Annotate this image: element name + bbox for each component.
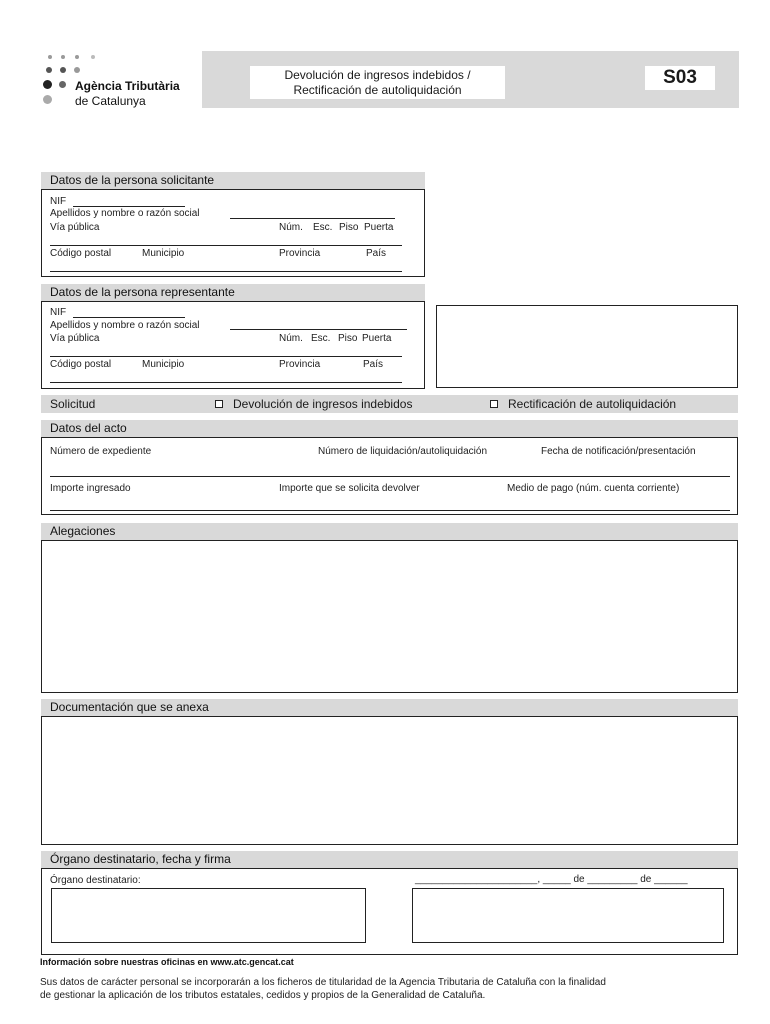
solicitud-option2-checkbox[interactable]: [490, 400, 498, 408]
section-documentacion-header: Documentación que se anexa: [41, 699, 738, 716]
representante-provincia-label: Provincia: [279, 359, 321, 370]
solicitud-title: Solicitud: [50, 397, 96, 411]
section-alegaciones-header: Alegaciones: [41, 523, 738, 540]
representante-nombre-field[interactable]: [230, 329, 407, 330]
representante-num-label: Núm.: [279, 333, 303, 344]
solicitante-provincia-label: Provincia: [279, 248, 321, 259]
solicitante-via-label: Vía pública: [50, 222, 100, 233]
representante-puerta-label: Puerta: [362, 333, 392, 344]
solicitante-piso-label: Piso: [339, 222, 359, 233]
alegaciones-textarea[interactable]: [41, 540, 738, 693]
solicitante-via-field[interactable]: [50, 245, 402, 246]
representante-nif-label: NIF: [50, 307, 67, 318]
signature-field[interactable]: [412, 888, 724, 943]
section-representante-header: Datos de la persona representante: [41, 284, 425, 301]
representante-via-field[interactable]: [50, 356, 402, 357]
solicitante-cp-label: Código postal: [50, 248, 112, 259]
solicitante-municipio-label: Municipio: [142, 248, 185, 259]
form-title-line1: Devolución de ingresos indebidos /: [284, 68, 471, 82]
section-acto-header: Datos del acto: [41, 420, 738, 437]
form-code: S03: [663, 67, 697, 88]
section-solicitante-header: Datos de la persona solicitante: [41, 172, 425, 189]
solicitante-puerta-label: Puerta: [364, 222, 394, 233]
solicitud-option1-label: Devolución de ingresos indebidos: [233, 397, 413, 411]
solicitante-nif-label: NIF: [50, 196, 67, 207]
solicitante-nif-field[interactable]: [73, 206, 185, 207]
representante-via-label: Vía pública: [50, 333, 100, 344]
acto-importe-devolver-label: Importe que se solicita devolver: [279, 483, 420, 494]
section-organo-header: Órgano destinatario, fecha y firma: [41, 851, 738, 868]
form-code-box: [645, 66, 715, 90]
representante-esc-label: Esc.: [311, 333, 331, 344]
solicitante-nombre-field[interactable]: [230, 218, 395, 219]
representante-pais-label: País: [363, 359, 384, 370]
form-title-line2: Rectificación de autoliquidación: [293, 83, 462, 97]
footer-info: Información sobre nuestras oficinas en www.atc.gencat.cat: [40, 957, 294, 967]
solicitante-cp-field[interactable]: [50, 271, 402, 272]
logo-text-line2: de Catalunya: [75, 94, 146, 108]
logo-text-line1: Agència Tributària: [75, 79, 180, 93]
solicitante-nombre-label: Apellidos y nombre o razón social: [50, 208, 200, 219]
acto-row1-field[interactable]: [50, 476, 730, 477]
representante-nif-field[interactable]: [73, 317, 185, 318]
acto-medio-pago-label: Medio de pago (núm. cuenta corriente): [507, 483, 680, 494]
acto-importe-ingresado-label: Importe ingresado: [50, 483, 131, 494]
representante-cp-field[interactable]: [50, 382, 402, 383]
representante-cp-label: Código postal: [50, 359, 112, 370]
acto-expediente-label: Número de expediente: [50, 446, 152, 457]
solicitud-option2-label: Rectificación de autoliquidación: [508, 397, 677, 411]
solicitud-option1-checkbox[interactable]: [215, 400, 223, 408]
representante-piso-label: Piso: [338, 333, 358, 344]
organo-date-line[interactable]: ______________________, _____ de _________ de ______: [415, 874, 688, 885]
footer-privacy-line1: Sus datos de carácter personal se incorporarán a los ficheros de titularidad de la Agencia Tributaria de Cataluña con la finalidad: [40, 977, 606, 988]
representante-municipio-label: Municipio: [142, 359, 185, 370]
solicitante-num-label: Núm.: [279, 222, 303, 233]
representante-stamp-box[interactable]: [436, 305, 738, 388]
organo-destinatario-field[interactable]: [51, 888, 366, 943]
footer-privacy-line2: de gestionar la aplicación de los tributos estatales, cedidos y propios de la Generalidad de Cataluña.: [40, 990, 486, 1001]
acto-row2-field[interactable]: [50, 510, 730, 511]
acto-fecha-label: Fecha de notificación/presentación: [541, 446, 696, 457]
acto-liquidacion-label: Número de liquidación/autoliquidación: [318, 446, 487, 457]
representante-box: [41, 301, 425, 389]
solicitante-esc-label: Esc.: [313, 222, 333, 233]
solicitante-pais-label: País: [366, 248, 387, 259]
form-title-box: [250, 66, 505, 99]
representante-nombre-label: Apellidos y nombre o razón social: [50, 320, 200, 331]
organo-label: Órgano destinatario:: [50, 875, 141, 886]
documentacion-textarea[interactable]: [41, 716, 738, 845]
